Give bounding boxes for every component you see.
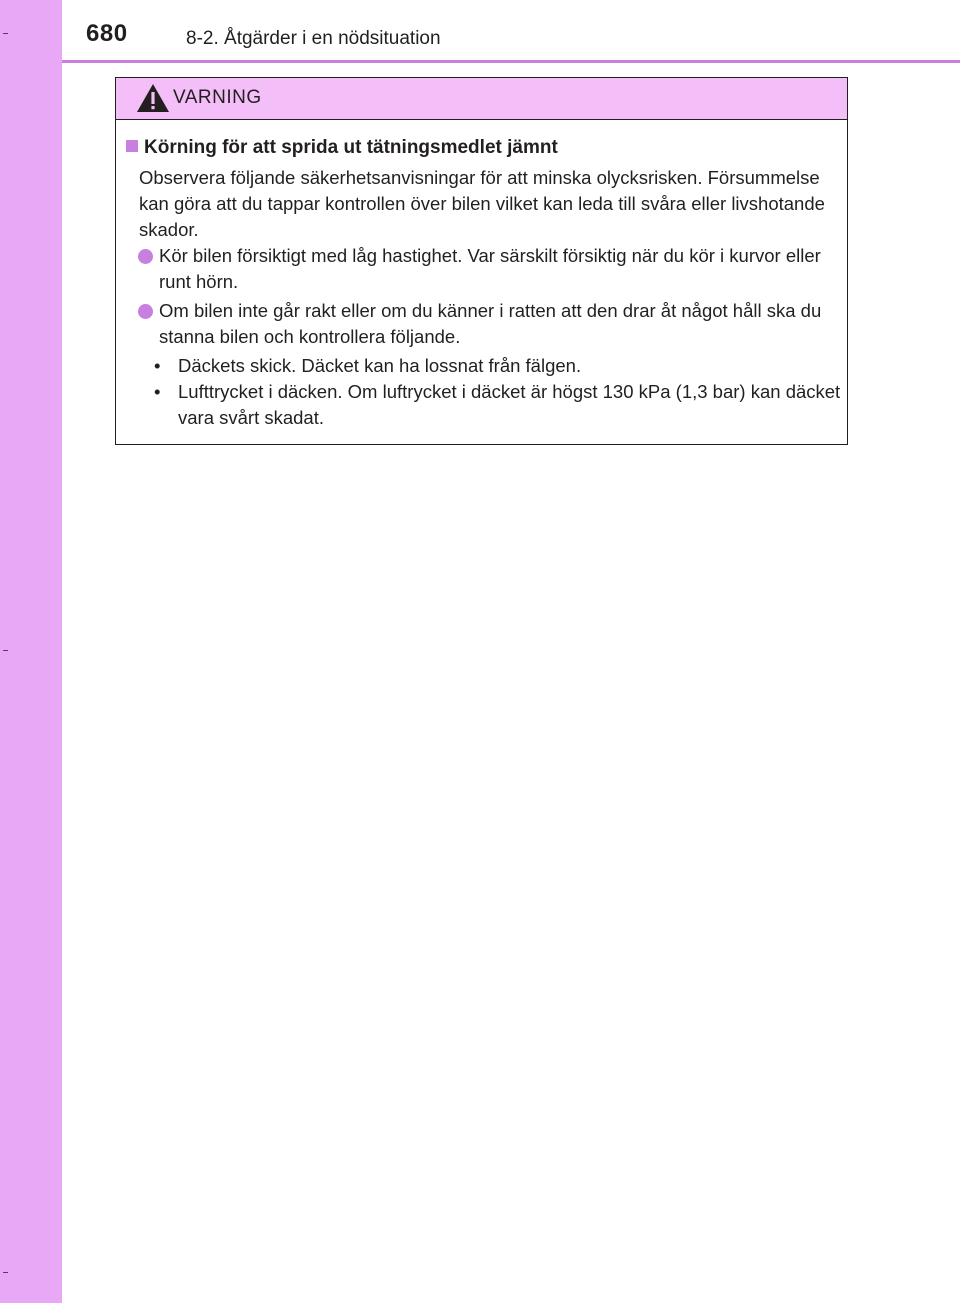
sub-list-item-text: Däckets skick. Däcket kan ha lossnat från fälgen. xyxy=(178,355,582,376)
circle-bullet-icon xyxy=(138,304,153,319)
item-heading-text: Körning för att sprida ut tätningsmedlet jämnt xyxy=(144,137,558,158)
square-bullet-icon xyxy=(126,140,138,152)
crop-mark xyxy=(3,1272,8,1273)
warning-triangle-icon xyxy=(136,83,170,113)
warning-box xyxy=(115,77,848,445)
section-title: 8-2. Åtgärder i en nödsituation xyxy=(186,28,441,49)
sub-list-item-text: Lufttrycket i däcken. Om luftrycket i däcket är högst 130 kPa (1,3 bar) kan däcket vara svårt skadat. xyxy=(178,381,841,428)
list-item-text: Om bilen inte går rakt eller om du känner i ratten att den drar åt något håll ska du stanna bilen och kontrollera följande. xyxy=(159,300,822,347)
list-item xyxy=(138,298,843,350)
list-item-text: Kör bilen försiktigt med låg hastighet. Var särskilt försiktig när du kör i kurvor eller runt hörn. xyxy=(159,245,821,292)
crop-mark xyxy=(3,33,8,34)
page-number: 680 xyxy=(86,20,128,47)
circle-bullet-icon xyxy=(138,249,153,264)
warning-header xyxy=(116,78,847,120)
intro-paragraph: Observera följande säkerhetsanvisningar för att minska olycksrisken. Försummelse kan göra att du tappar kontrollen över bilen vilket kan leda till svåra eller livshotande skador. xyxy=(139,167,825,240)
sub-list-item xyxy=(154,379,844,431)
crop-mark xyxy=(3,650,8,651)
warning-title: VARNING xyxy=(173,87,262,108)
item-heading xyxy=(126,137,558,159)
dot-bullet-icon: • xyxy=(154,381,161,402)
sub-list-item xyxy=(154,353,844,379)
dot-bullet-icon: • xyxy=(154,355,161,376)
list-item xyxy=(138,243,843,295)
side-tab-bar xyxy=(0,0,62,1303)
